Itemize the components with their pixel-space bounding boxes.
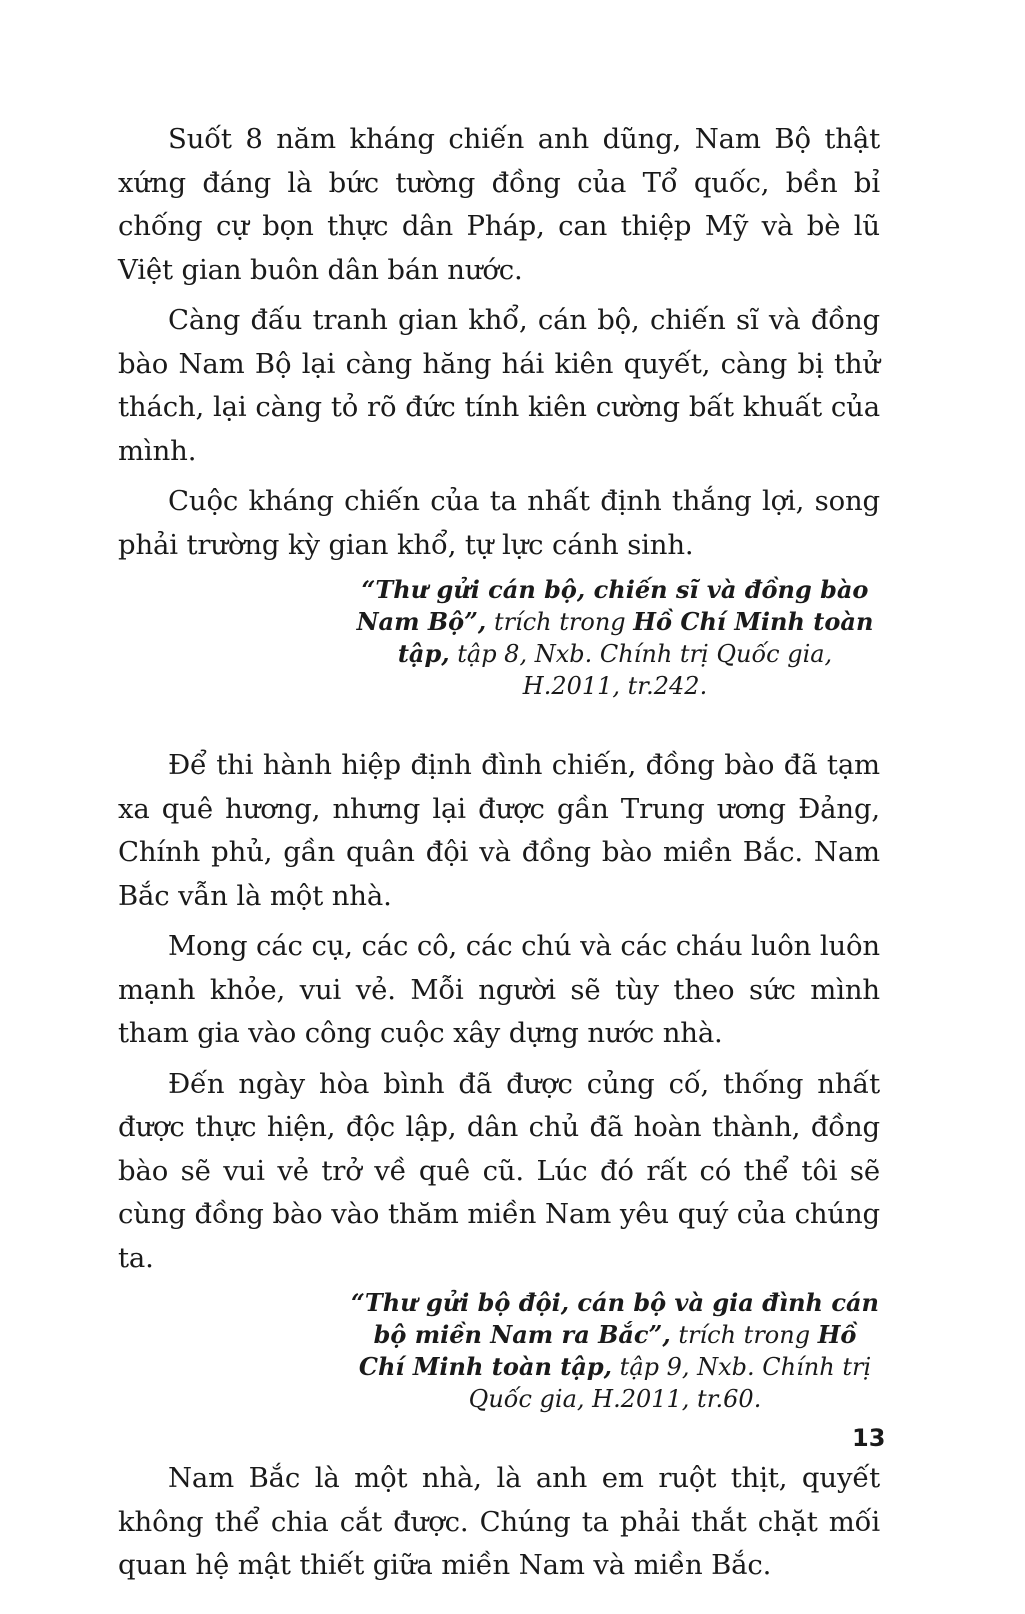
paragraph: Cuộc kháng chiến của ta nhất định thắng lợi, song phải trường kỳ gian khổ, tự lực cánh sinh. xyxy=(118,485,880,561)
section-spacer xyxy=(118,702,880,744)
citation-title: “Thư gửi bộ đội, cán bộ và gia đình cán bộ miền Nam ra Bắc”, xyxy=(351,1288,879,1349)
paragraph: Càng đấu tranh gian khổ, cán bộ, chiến sĩ và đồng bào Nam Bộ lại càng hăng hái kiên quyết, càng bị thử thách, lại càng tỏ rõ đức tính kiên cường bất khuất của mình. xyxy=(118,304,880,467)
citation-book: Hồ Chí Minh toàn tập, xyxy=(358,1320,857,1381)
citation xyxy=(350,1287,880,1415)
citation xyxy=(350,574,880,702)
paragraph: Mong các cụ, các cô, các chú và các cháu luôn luôn mạnh khỏe, vui vẻ. Mỗi người sẽ tùy theo sức mình tham gia vào công cuộc xây dựng nước nhà. xyxy=(118,930,880,1049)
paragraph: Để thi hành hiệp định đình chiến, đồng bào đã tạm xa quê hương, nhưng lại được gần Trung ương Đảng, Chính phủ, gần quân đội và đồng bào miền Bắc. Nam Bắc vẫn là một nhà. xyxy=(118,749,880,912)
citation-post: tập 8, Nxb. Chính trị Quốc gia, H.2011, tr.242. xyxy=(457,640,833,700)
page-body xyxy=(118,118,880,1595)
page-number: 13 xyxy=(852,1424,886,1452)
citation-post: tập 9, Nxb. Chính trị Quốc gia, H.2011, tr.60. xyxy=(468,1353,872,1413)
citation-title: “Thư gửi cán bộ, chiến sĩ và đồng bào Nam Bộ”, xyxy=(356,575,869,636)
paragraph: Suốt 8 năm kháng chiến anh dũng, Nam Bộ thật xứng đáng là bức tường đồng của Tổ quốc, bền bỉ chống cự bọn thực dân Pháp, can thiệp Mỹ và bè lũ Việt gian buôn dân bán nước. xyxy=(118,123,880,286)
citation-pre: trích trong xyxy=(678,1321,811,1349)
section-spacer xyxy=(118,1415,880,1457)
paragraph: Đến ngày hòa bình đã được củng cố, thống nhất được thực hiện, độc lập, dân chủ đã hoàn thành, đồng bào sẽ vui vẻ trở về quê cũ. Lúc đó rất có thể tôi sẽ cùng đồng bào vào thăm miền Nam yêu quý của chúng ta. xyxy=(118,1067,880,1274)
citation-pre: trích trong xyxy=(493,608,626,636)
paragraph: Nam Bắc là một nhà, là anh em ruột thịt, quyết không thể chia cắt được. Chúng ta phải thắt chặt mối quan hệ mật thiết giữa miền Nam và miền Bắc. xyxy=(118,1462,880,1581)
citation-book: Hồ Chí Minh toàn tập, xyxy=(397,607,874,668)
